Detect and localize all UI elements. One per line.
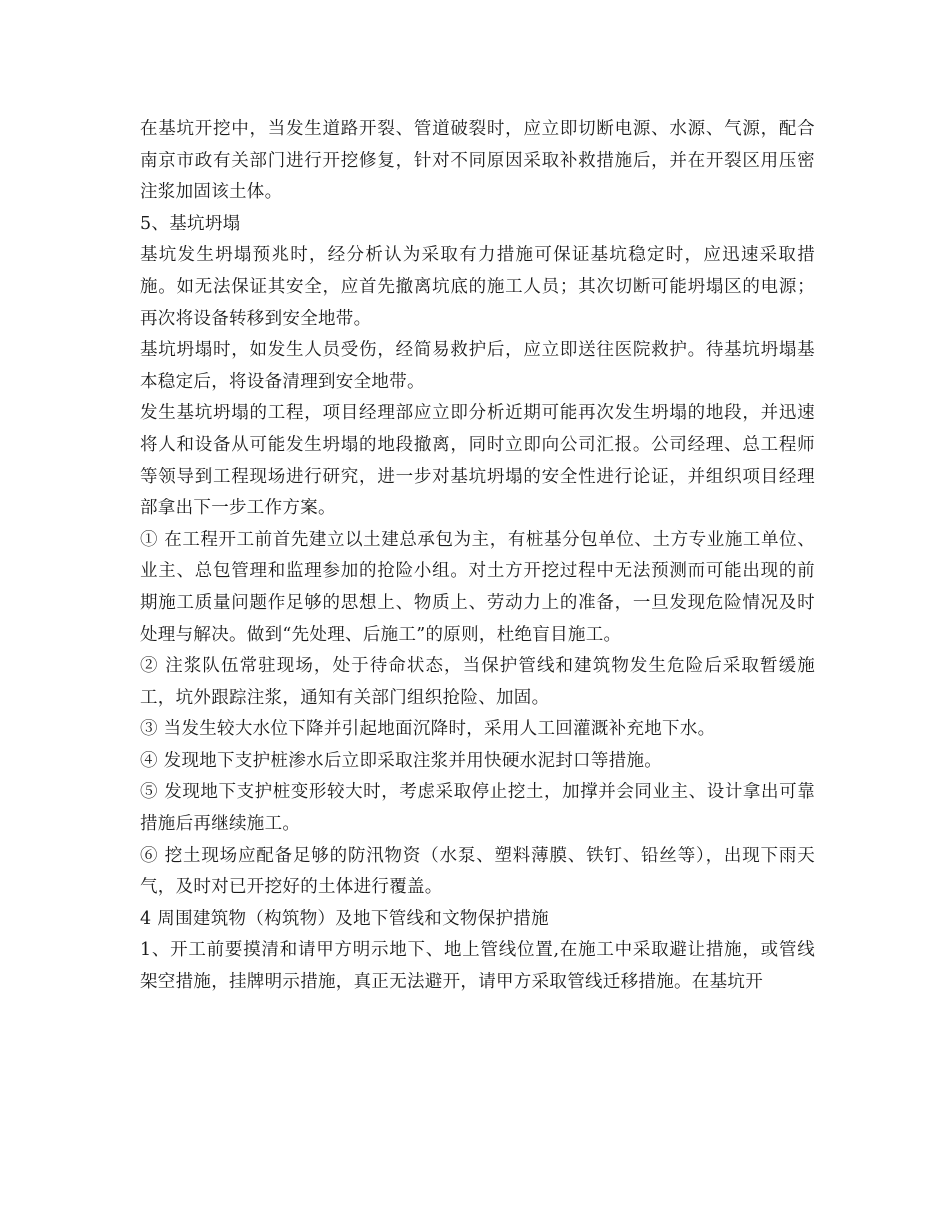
list-item-5: ⑤ 发现地下支护桩变形较大时，考虑采取停止挖土，加撑并会同业主、设计拿出可靠措施后再继续施工。 xyxy=(140,782,815,835)
list-item-4: ④ 发现地下支护桩渗水后立即采取注浆并用快硬水泥封口等措施。 xyxy=(140,750,663,771)
paragraph-pipeline-survey: 1、开工前要摸清和请甲方明示地下、地上管线位置,在施工中采取避让措施，或管线架空措施，挂牌明示措施，真正无法避开，请甲方采取管线迁移措施。在基坑开 xyxy=(140,940,815,993)
paragraph-collapse-injury: 基坑坍塌时，如发生人员受伤，经简易救护后，应立即送往医院救护。待基坑坍塌基本稳定后，将设备清理到安全地带。 xyxy=(140,340,815,392)
paragraph-collapse-response: 发生基坑坍塌的工程，项目经理部应立即分析近期可能再次发生坍塌的地段，并迅速将人和设备从可能发生坍塌的地段撤离，同时立即向公司汇报。公司经理、总工程师等领导到工程现场进行研究，进一步对基坑坍塌的安全性进行论证，并组织项目经理部拿出下一步工作方案。 xyxy=(140,403,815,519)
paragraph-excavation-cracking: 在基坑开挖中，当发生道路开裂、管道破裂时，应立即切断电源、水源、气源，配合南京市政有关部门进行开挖修复，针对不同原因采取补救措施后，并在开裂区用压密注浆加固该土体。 xyxy=(140,119,815,203)
list-item-3: ③ 当发生较大水位下降并引起地面沉降时，采用人工回灌溉补充地下水。 xyxy=(140,719,716,740)
section-heading-protection: 4 周围建筑物（构筑物）及地下管线和文物保护措施 xyxy=(140,908,549,929)
heading-pit-collapse: 5、基坑坍塌 xyxy=(140,213,241,234)
paragraph-collapse-warning: 基坑发生坍塌预兆时，经分析认为采取有力措施可保证基坑稳定时，应迅速采取措施。如无法保证其安全，应首先撤离坑底的施工人员；其次切断可能坍塌区的电源；再次将设备转移到安全地带。 xyxy=(140,245,815,329)
document-body xyxy=(140,114,815,999)
list-item-2: ② 注浆队伍常驻现场，处于待命状态，当保护管线和建筑物发生危险后采取暂缓施工，坑外跟踪注浆，通知有关部门组织抢险、加固。 xyxy=(140,656,815,708)
list-item-6: ⑥ 挖土现场应配备足够的防汛物资（水泵、塑料薄膜、铁钉、铅丝等），出现下雨天气，及时对已开挖好的土体进行覆盖。 xyxy=(140,845,815,898)
list-item-1: ① 在工程开工前首先建立以土建总承包为主，有桩基分包单位、土方专业施工单位、业主、总包管理和监理参加的抢险小组。对土方开挖过程中无法预测而可能出现的前期施工质量问题作足够的思想上、物质上、劳动力上的准备，一旦发现危险情况及时处理与解决。做到“先处理、后施工”的原则，杜绝盲目施工。 xyxy=(140,529,815,645)
